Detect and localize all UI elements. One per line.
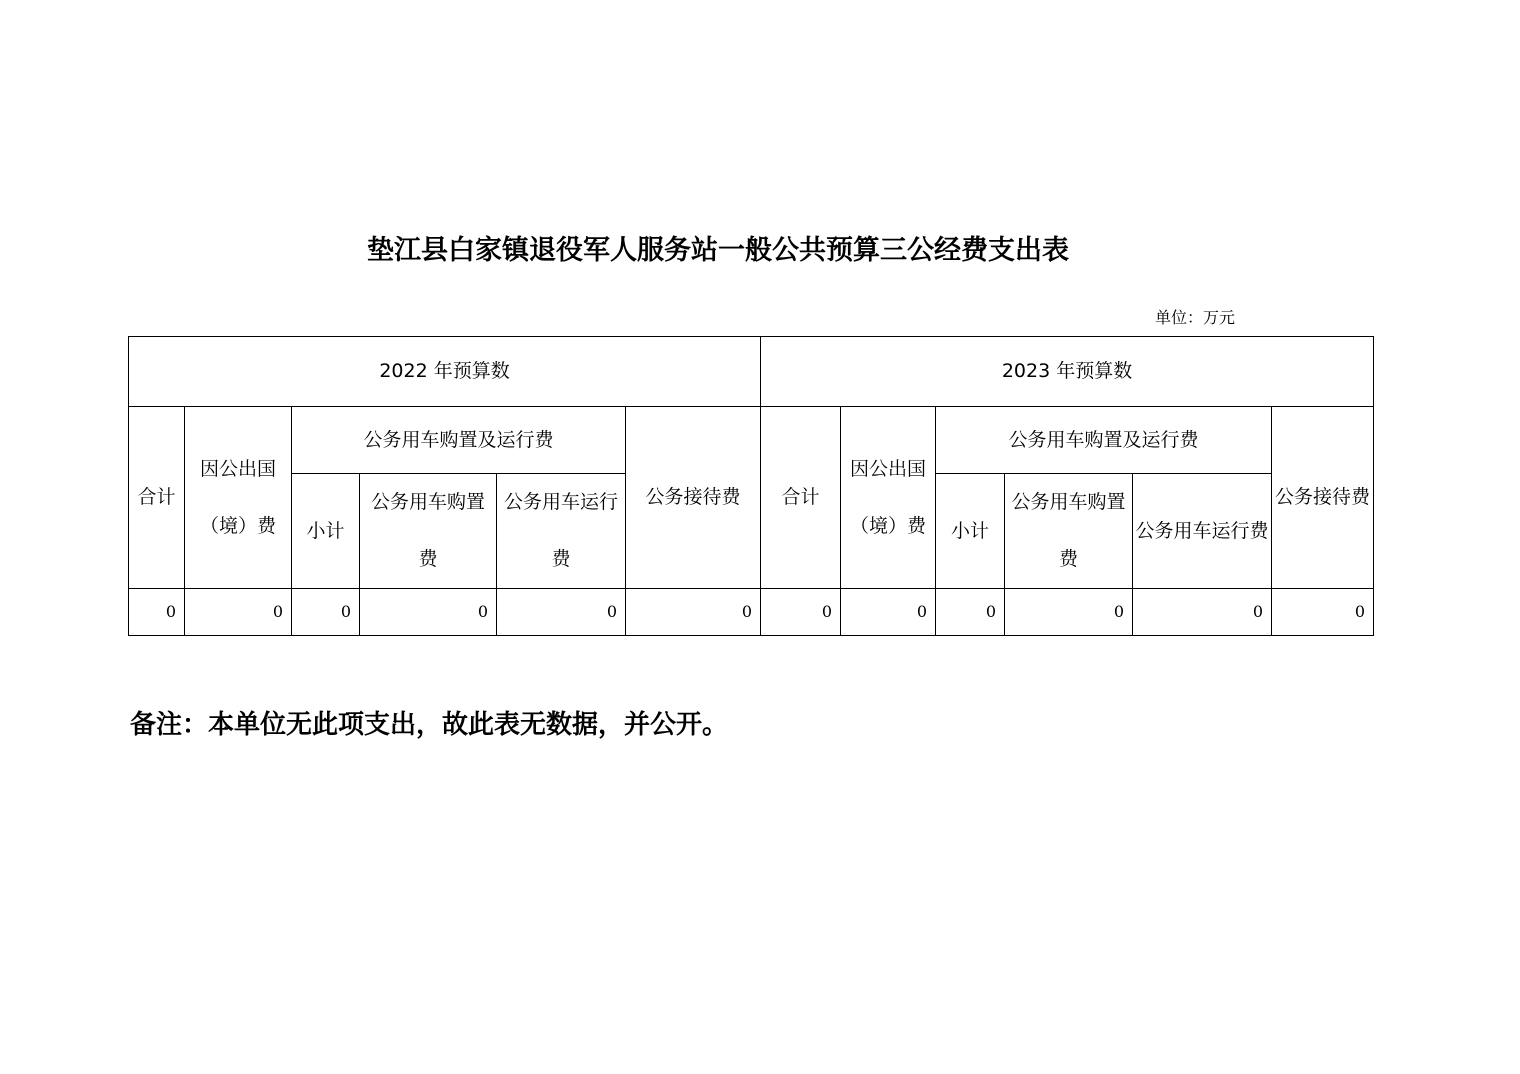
value-abroad-2022: 0: [185, 589, 292, 636]
budget-table: [128, 336, 1374, 636]
category-header-row: [129, 407, 1374, 474]
value-abroad-2023: 0: [841, 589, 936, 636]
unit-label: 单位：万元: [1155, 308, 1236, 327]
value-subtotal-2022: 0: [292, 589, 360, 636]
header-subtotal-2022: 小计: [292, 474, 360, 589]
header-reception-2022: 公务接待费: [626, 407, 761, 589]
value-total-2022: 0: [129, 589, 185, 636]
header-purchase-2022: 公务用车购置费: [360, 474, 497, 589]
value-reception-2023: 0: [1272, 589, 1374, 636]
header-vehicle-2023: 公务用车购置及运行费: [936, 407, 1272, 474]
value-purchase-2023: 0: [1005, 589, 1133, 636]
header-abroad-2023: 因公出国（境）费: [841, 407, 936, 589]
table-row: [129, 589, 1374, 636]
header-subtotal-2023: 小计: [936, 474, 1005, 589]
header-reception-2023: 公务接待费: [1272, 407, 1374, 589]
value-subtotal-2023: 0: [936, 589, 1005, 636]
value-operation-2023: 0: [1133, 589, 1272, 636]
header-operation-2023: 公务用车运行费: [1133, 474, 1272, 589]
year-2022-header: 2022 年预算数: [129, 337, 761, 407]
header-operation-2022: 公务用车运行费: [497, 474, 626, 589]
header-total-2023: 合计: [761, 407, 841, 589]
value-total-2023: 0: [761, 589, 841, 636]
year-header-row: [129, 337, 1374, 407]
value-purchase-2022: 0: [360, 589, 497, 636]
header-vehicle-2022: 公务用车购置及运行费: [292, 407, 626, 474]
value-operation-2022: 0: [497, 589, 626, 636]
header-total-2022: 合计: [129, 407, 185, 589]
document-title: 垫江县白家镇退役军人服务站一般公共预算三公经费支出表: [367, 235, 1069, 266]
footnote: 备注：本单位无此项支出，故此表无数据，并公开。: [130, 710, 729, 740]
year-2023-header: 2023 年预算数: [761, 337, 1374, 407]
header-abroad-2022: 因公出国（境）费: [185, 407, 292, 589]
header-purchase-2023: 公务用车购置费: [1005, 474, 1133, 589]
value-reception-2022: 0: [626, 589, 761, 636]
